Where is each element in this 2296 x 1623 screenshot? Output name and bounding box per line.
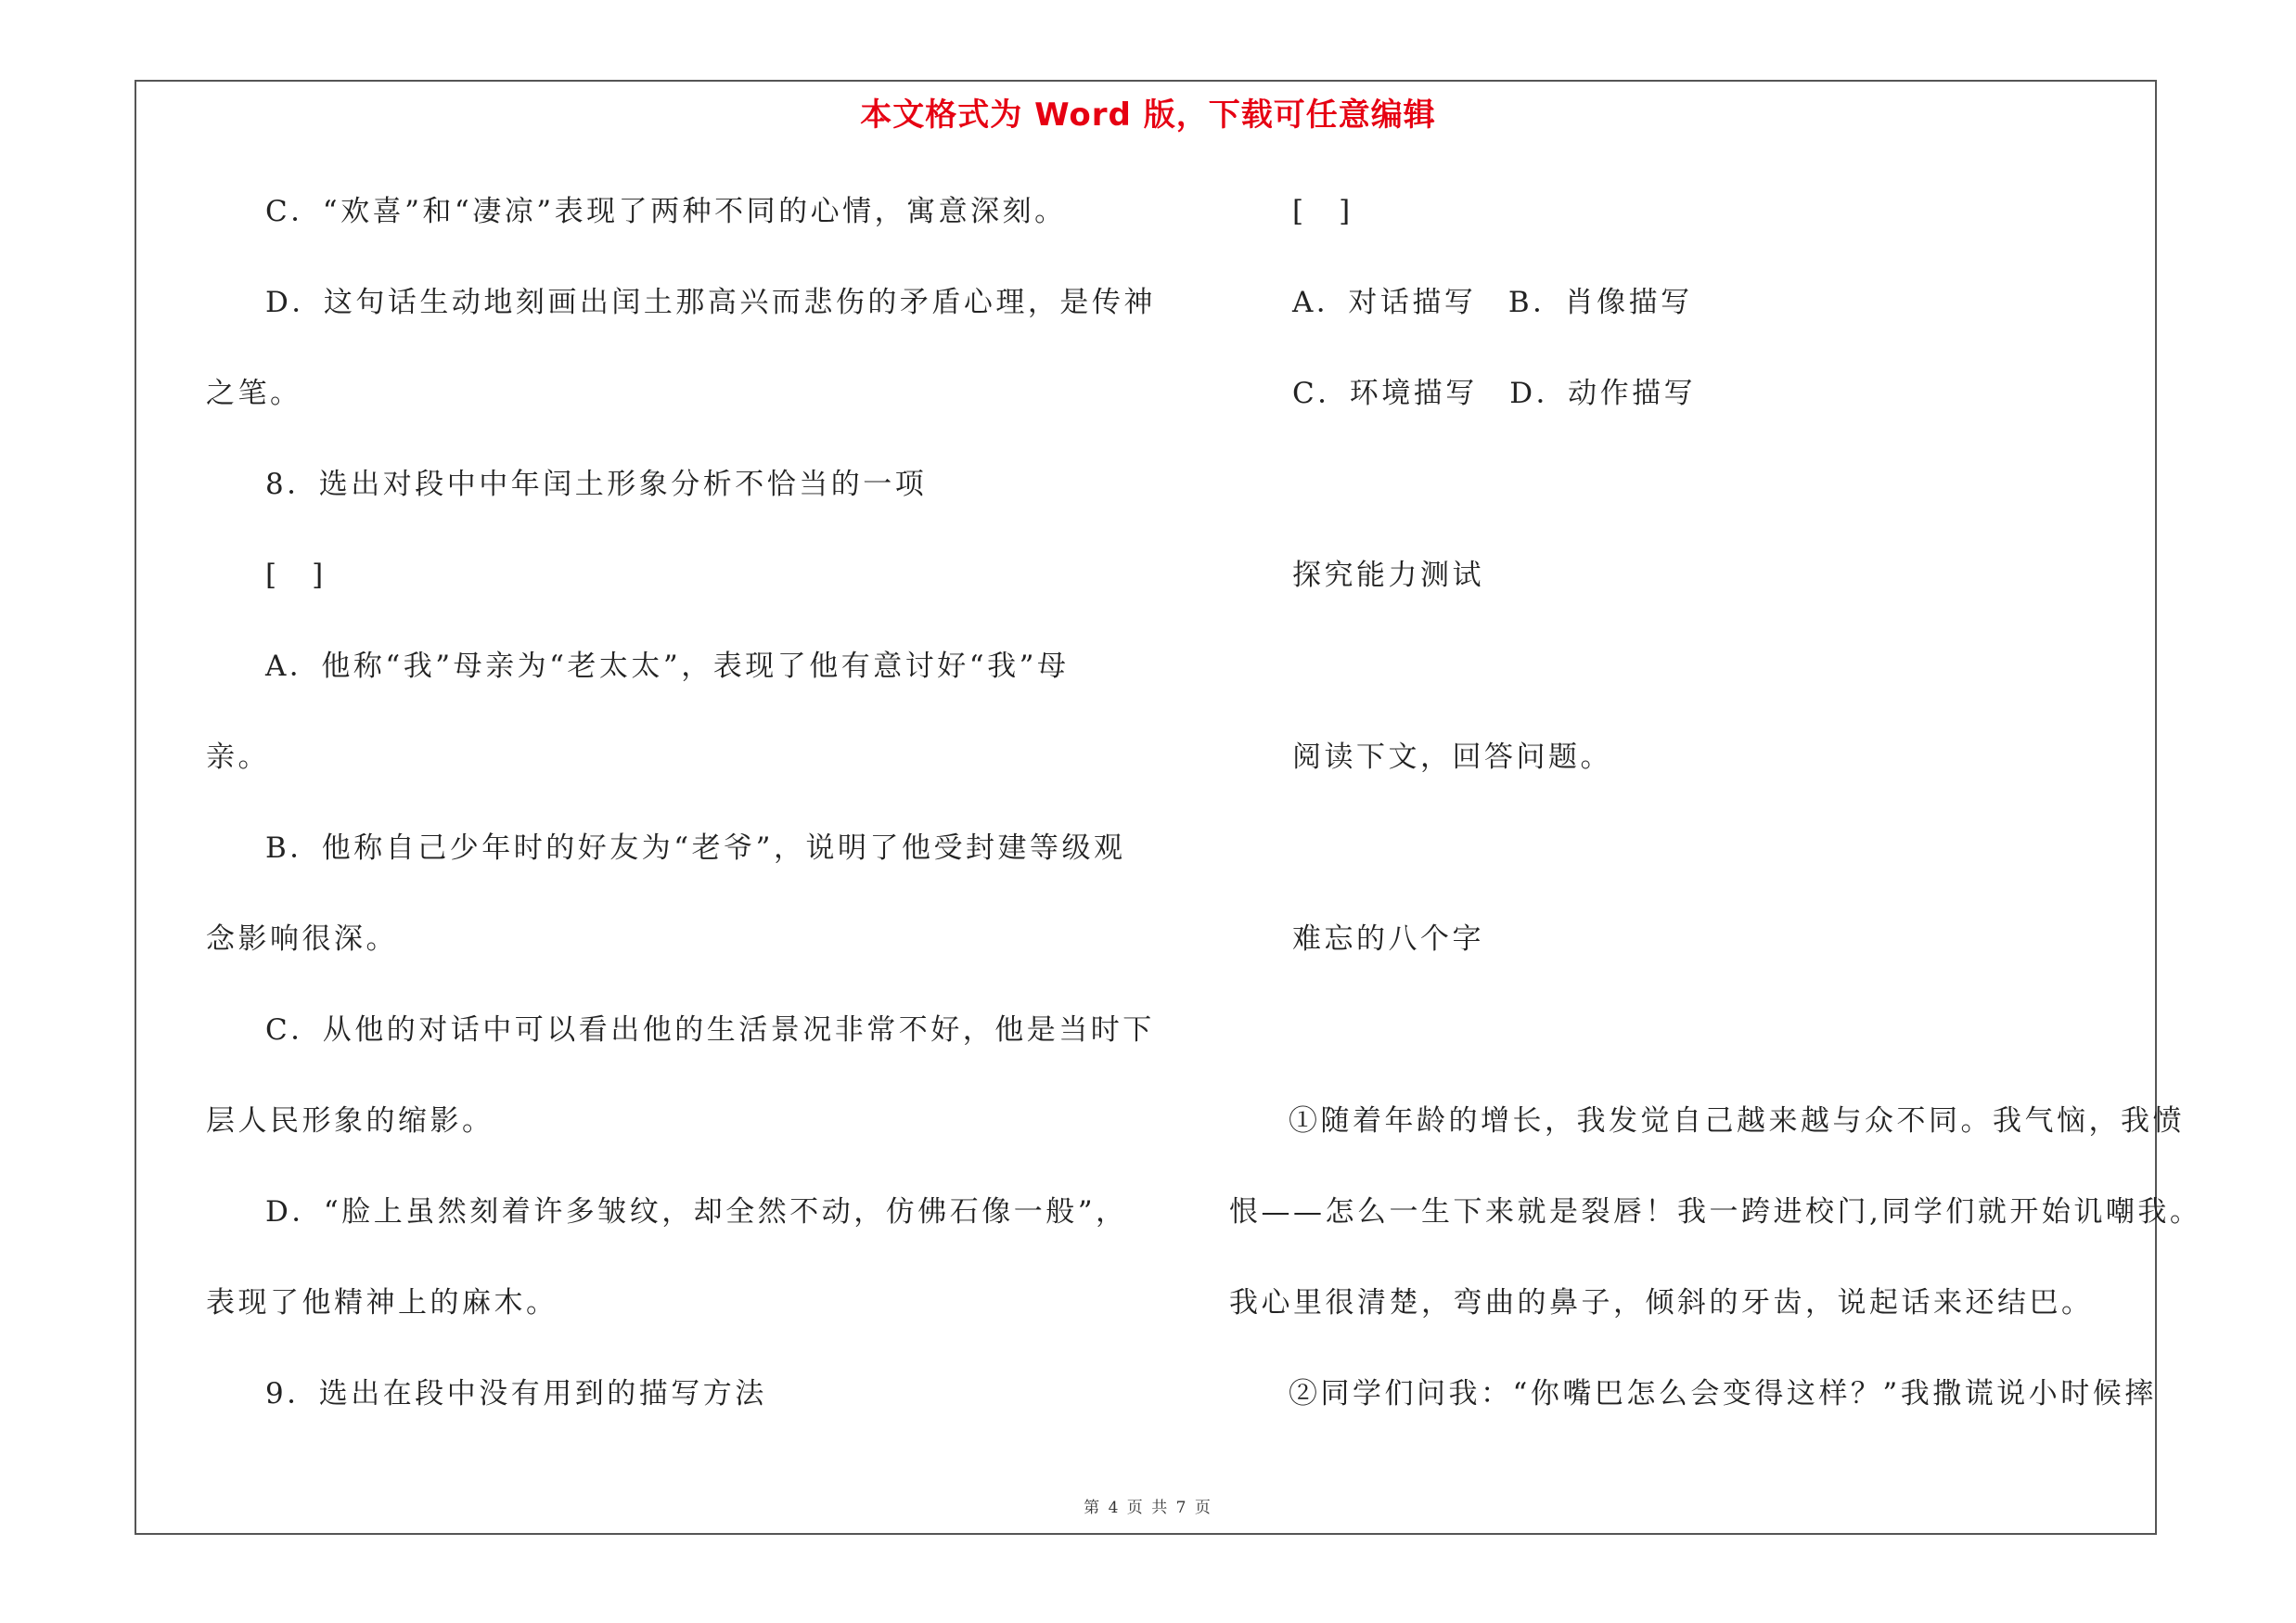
page-number-footer: 第 4 页 共 7 页 [1084,1499,1212,1517]
option-c: C．从他的对话中可以看出他的生活景况非常不好，他是当时下 [265,1013,1155,1047]
text-line: 表现了他精神上的麻木。 [206,1286,558,1320]
answer-bracket: [ ] [1292,195,1353,228]
options-cd: C．环境描写 D．动作描写 [1292,377,1697,410]
text-line: 层人民形象的缩影。 [206,1104,494,1138]
option-a: A．他称“我”母亲为“老太太”，表现了他有意讨好“我”母 [265,650,1070,683]
text-line: D．这句话生动地刻画出闰土那高兴而悲伤的矛盾心理，是传神 [265,286,1156,319]
article-title: 难忘的八个字 [1292,922,1484,956]
answer-bracket: [ ] [265,559,327,592]
text-line: 亲。 [206,741,270,774]
text-line: 念影响很深。 [206,922,398,956]
option-b: B．他称自己少年时的好友为“老爷”，说明了他受封建等级观 [265,831,1126,865]
instruction: 阅读下文，回答问题。 [1292,741,1612,774]
paragraph-1-line: ①随着年龄的增长，我发觉自己越来越与众不同。我气恼，我愤 [1289,1104,2185,1138]
section-heading: 探究能力测试 [1292,559,1484,592]
question-9: 9．选出在段中没有用到的描写方法 [265,1377,767,1410]
option-d: D．“脸上虽然刻着许多皱纹，却全然不动，仿佛石像一般”， [265,1195,1128,1229]
paragraph-2-line: ②同学们问我：“你嘴巴怎么会变得这样？”我撒谎说小时候摔 [1289,1377,2157,1410]
text-line: C．“欢喜”和“凄凉”表现了两种不同的心情，寓意深刻。 [265,195,1067,228]
question-8: 8．选出对段中中年闰土形象分析不恰当的一项 [265,468,928,501]
paragraph-1-line: 我心里很清楚，弯曲的鼻子，倾斜的牙齿，说起话来还结巴。 [1229,1286,2094,1320]
options-ab: A．对话描写 B．肖像描写 [1292,286,1693,319]
word-format-banner: 本文格式为 Word 版，下载可任意编辑 [860,97,1436,134]
text-line: 之笔。 [206,377,302,410]
paragraph-1-line: 恨——怎么一生下来就是裂唇！我一跨进校门,同学们就开始讥嘲我。 [1229,1195,2202,1229]
